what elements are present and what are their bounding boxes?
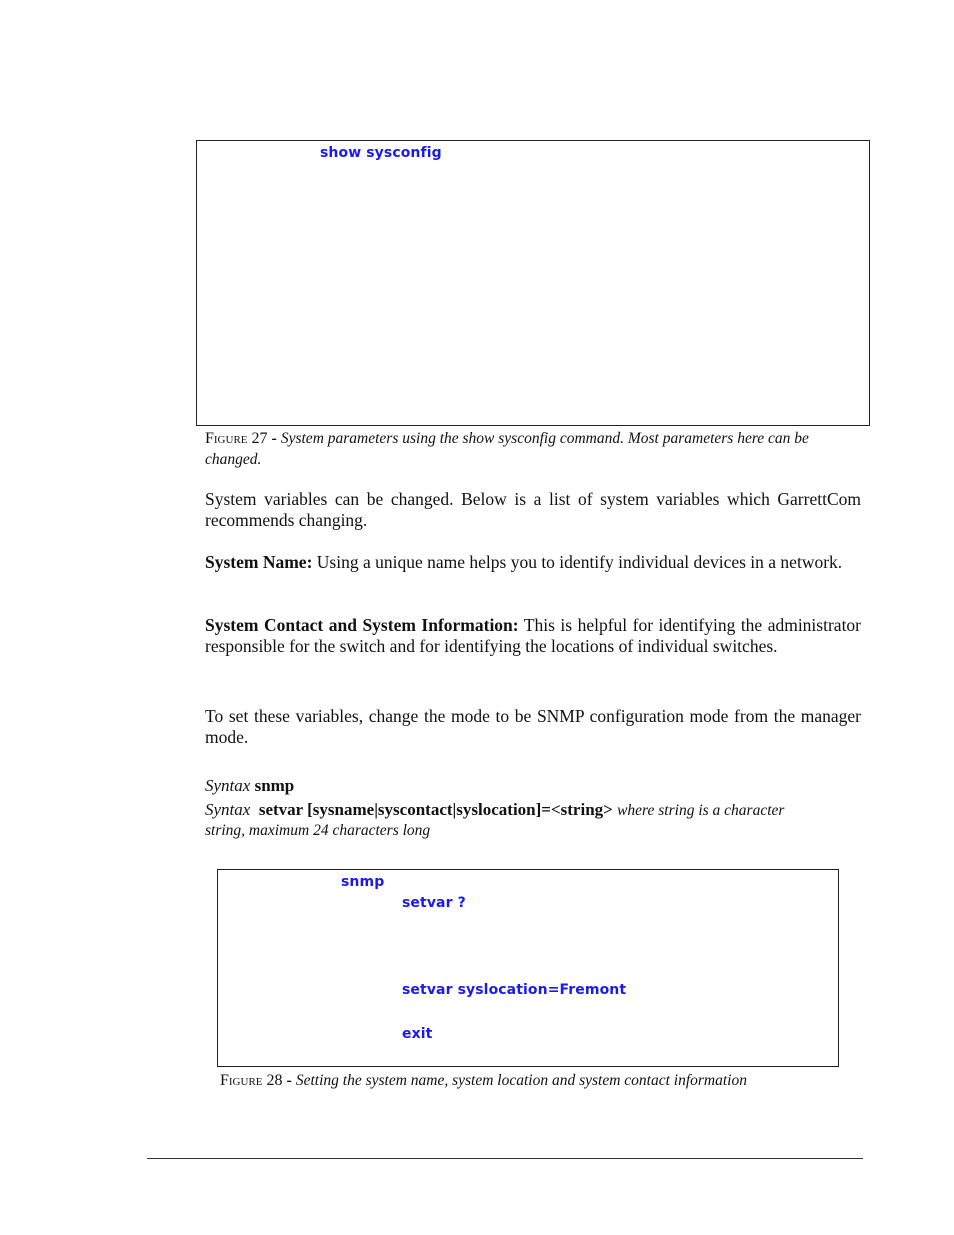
figure-27-caption-text: System parameters using the show sysconfig command. Most parameters here can be changed.: [205, 430, 809, 468]
figure-28-command-snmp: snmp: [341, 874, 385, 890]
figure-27-number: 27: [251, 430, 268, 447]
syntax-setvar-command: setvar [sysname|syscontact|syslocation]=<string>: [258, 800, 613, 819]
syntax-label: Syntax: [205, 800, 251, 819]
system-name-label: System Name:: [205, 552, 313, 572]
syntax-line-snmp: [205, 775, 294, 796]
system-contact-text: This is helpful for identifying the administrator responsible for the switch and for identifying the locations of individual switches.: [205, 615, 862, 656]
figure-27-terminal-box: [196, 140, 870, 426]
figure-28-dash: -: [286, 1072, 292, 1089]
syntax-setvar-description: where string is a character: [617, 802, 785, 819]
syntax-snmp-command: snmp: [254, 776, 295, 795]
figure-27-command: show sysconfig: [320, 145, 442, 161]
syntax-label: Syntax: [205, 776, 251, 795]
system-contact-label: System Contact and System Information:: [205, 615, 519, 635]
syntax-line-setvar: [205, 799, 784, 821]
syntax-setvar-description-cont: string, maximum 24 characters long: [205, 822, 431, 839]
figure-28-caption-text: Setting the system name, system location and system contact information: [295, 1072, 747, 1089]
figure-28-command-exit: exit: [402, 1026, 433, 1042]
figure-27-caption: [205, 428, 845, 470]
figure-28-command-setvar-help: setvar ?: [402, 895, 466, 911]
figure-27-dash: -: [271, 430, 277, 447]
system-name-text: Using a unique name helps you to identify individual devices in a network.: [316, 552, 843, 572]
figure-27-label: Figure: [205, 430, 248, 447]
figure-28-number: 28: [266, 1072, 283, 1089]
figure-28-label: Figure: [220, 1072, 263, 1089]
snmp-mode-paragraph: To set these variables, change the mode to be SNMP configuration mode from the manager mode.: [205, 706, 861, 747]
footer-rule: [147, 1158, 863, 1159]
intro-paragraph: System variables can be changed. Below is a list of system variables which GarrettCom recommends changing.: [205, 489, 861, 530]
figure-28-caption: [220, 1070, 860, 1091]
system-name-paragraph: [205, 552, 861, 573]
figure-28-command-setvar-location: setvar syslocation=Fremont: [402, 982, 627, 998]
figure-28-terminal-box: [217, 869, 839, 1067]
system-contact-paragraph: [205, 615, 861, 657]
